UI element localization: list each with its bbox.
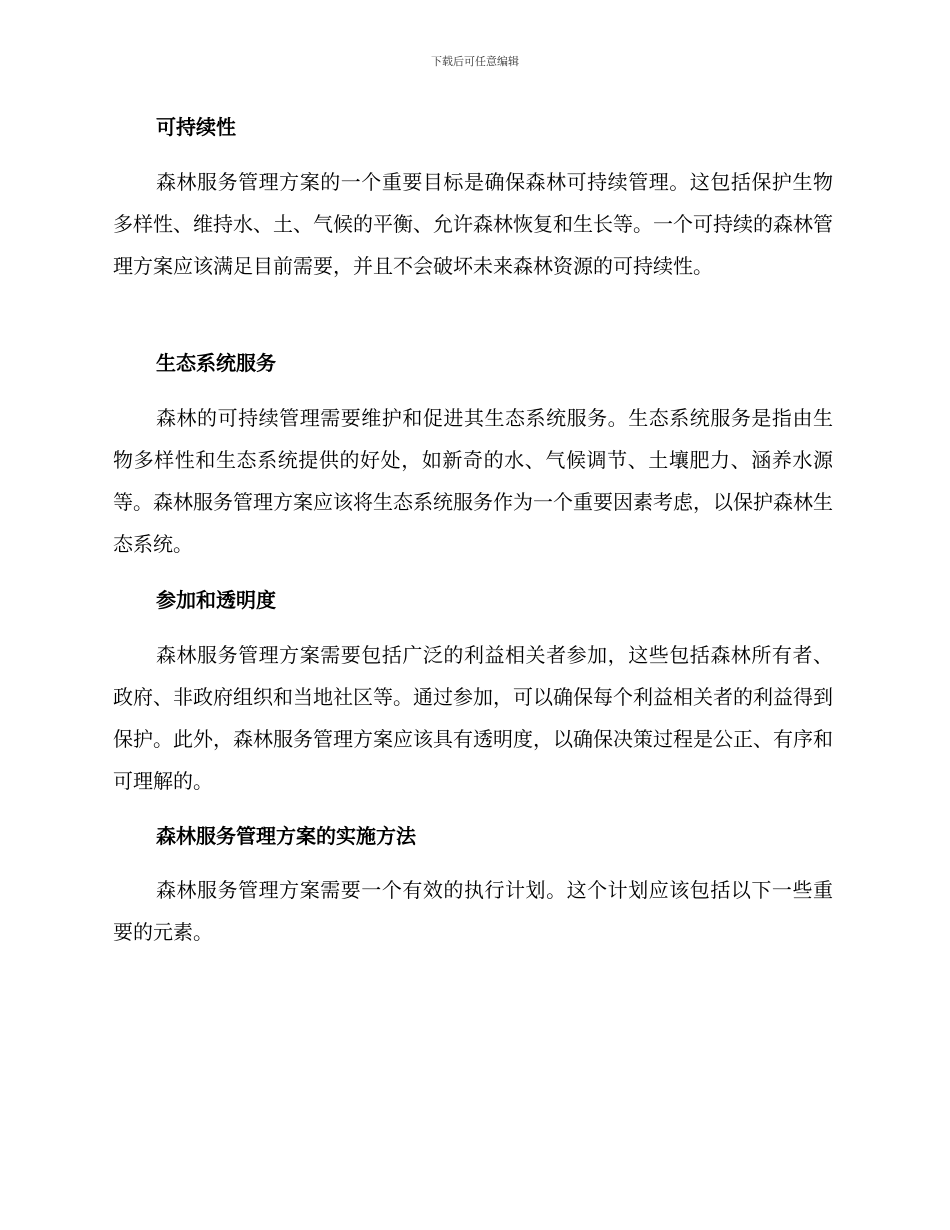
section-paragraph-implementation-methods: 森林服务管理方案需要一个有效的执行计划。这个计划应该包括以下一些重要的元素。 <box>113 878 833 944</box>
section-paragraph-ecosystem-services: 森林的可持续管理需要维护和促进其生态系统服务。生态系统服务是指由生物多样性和生态系统提供的好处，如新奇的水、气候调节、土壤肥力、涵养水源等。森林服务管理方案应该将生态系统服务作为一个重要因素考虑，以保护森林生态系统。 <box>113 406 833 556</box>
section-heading-ecosystem-services: 生态系统服务 <box>156 351 276 375</box>
section-heading-sustainability: 可持续性 <box>156 115 236 139</box>
section-paragraph-sustainability: 森林服务管理方案的一个重要目标是确保森林可持续管理。这包括保护生物多样性、维持水、土、气候的平衡、允许森林恢复和生长等。一个可持续的森林管理方案应该满足目前需要，并且不会破坏未来森林资源的可持续性。 <box>113 170 833 278</box>
section-paragraph-participation-transparency: 森林服务管理方案需要包括广泛的利益相关者参加，这些包括森林所有者、政府、非政府组织和当地社区等。通过参加，可以确保每个利益相关者的利益得到保护。此外，森林服务管理方案应该具有透明度，以确保决策过程是公正、有序和可理解的。 <box>113 643 833 793</box>
section-heading-implementation-methods: 森林服务管理方案的实施方法 <box>156 824 416 848</box>
page-header: 下载后可任意编辑 <box>431 55 519 68</box>
section-heading-participation-transparency: 参加和透明度 <box>156 588 276 612</box>
